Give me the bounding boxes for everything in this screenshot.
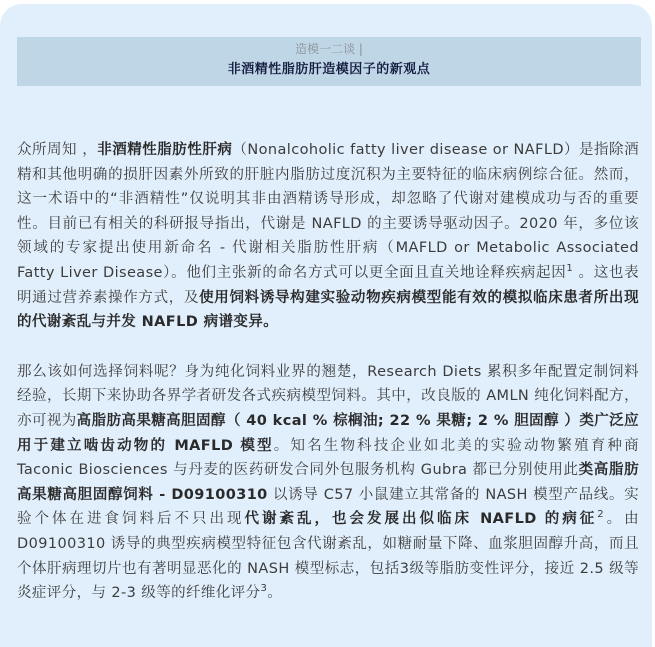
paragraph-diet-selection [17, 360, 639, 606]
section-title: 非酒精性脂肪肝造模因子的新观点 [227, 62, 431, 77]
reference-2[interactable]: 2 [597, 509, 604, 521]
text-run: 。 [267, 585, 283, 602]
text-run: 以诱导 C57 小鼠建立其常备的 NASH 模型产品线。实验个体在进食饲料后不只出现 [17, 486, 640, 528]
series-label: 造模一二谈 | [295, 42, 363, 56]
bold-highlight-symptoms: 代谢紊乱，也会发展出似临床 NAFLD 的病征 [244, 511, 598, 528]
text-run: 。由 D09100310 诱导的典型疾病模型特征包含代谢紊乱，如糖耐量下降、血浆胆固醇升高，而且个体肝病理切片也有著明显恶化的 NASH 模型标志，包括3级等脂肪变性评分，接近 2.5 级等炎症评分，与 2-3 级等的纤维化评分 [17, 511, 639, 602]
text-run: 。知名生物科技企业如北美的实验动物繁殖育种商 Taconic Biosciences 与丹麦的医药研发合同外包服务机构 Gubra 都已分别使用此 [17, 437, 639, 479]
article-card [0, 4, 652, 647]
article-body [17, 138, 639, 606]
bold-term-nafld: 非酒精性脂肪性肝病 [97, 142, 233, 158]
text-run: 。这也表明通过营养素操作方式，及 [17, 264, 640, 306]
paragraph-intro [17, 138, 639, 335]
text-run: 那么该如何选择饲料呢？身为纯化饲料业界的翘楚，Research Diets 累积多年配置定制饲料经验，长期下来协助各界学者研发各式疾病模型饲料。其中，改良版的 AMLN 纯化饲料配方，亦可视为 [17, 363, 639, 429]
text-run: （Nonalcoholic fatty liver disease or NAFLD）是指除酒精和其他明确的损肝因素外所致的肝脏内脂肪过度沉积为主要特征的临床病例综合征。然而，这一术语中的“非酒精性”仅说明其非由酒精诱导形成，却忽略了代谢对建模成功与否的重要性。目前已有相关的科研报导指出，代谢是 NAFLD 的主要诱导驱动因子。2020 年，多位该领域的专家提出使用新命名 - 代谢相关脂肪性肝病（MAFLD or Metabolic Associated Fatty Liver Disease）。他们主张新的命名方式可以更全面且直关地诠释疾病起因 [17, 142, 639, 281]
bold-highlight-hfhfhc: 高脂肪高果糖高胆固醇（ 40 kcal % 棕榈油; 22 % 果糖; 2 % 胆固醇 ）类广泛应用于建立啮齿动物的 MAFLD 模型 [17, 412, 639, 454]
bold-product-d09100310: 类高脂肪高果糖高胆固醇饲料 - D09100310 [17, 462, 640, 503]
bold-highlight-diet-model: 使用饲料诱导构建实验动物疾病模型能有效的模拟临床患者所出现的代谢紊乱与并发 NAFLD 病谱变异。 [17, 289, 639, 331]
reference-3[interactable]: 3 [260, 583, 268, 595]
reference-1[interactable]: 1 [566, 262, 574, 274]
section-header [17, 37, 641, 86]
text-run: 众所周知 ， [17, 142, 98, 158]
